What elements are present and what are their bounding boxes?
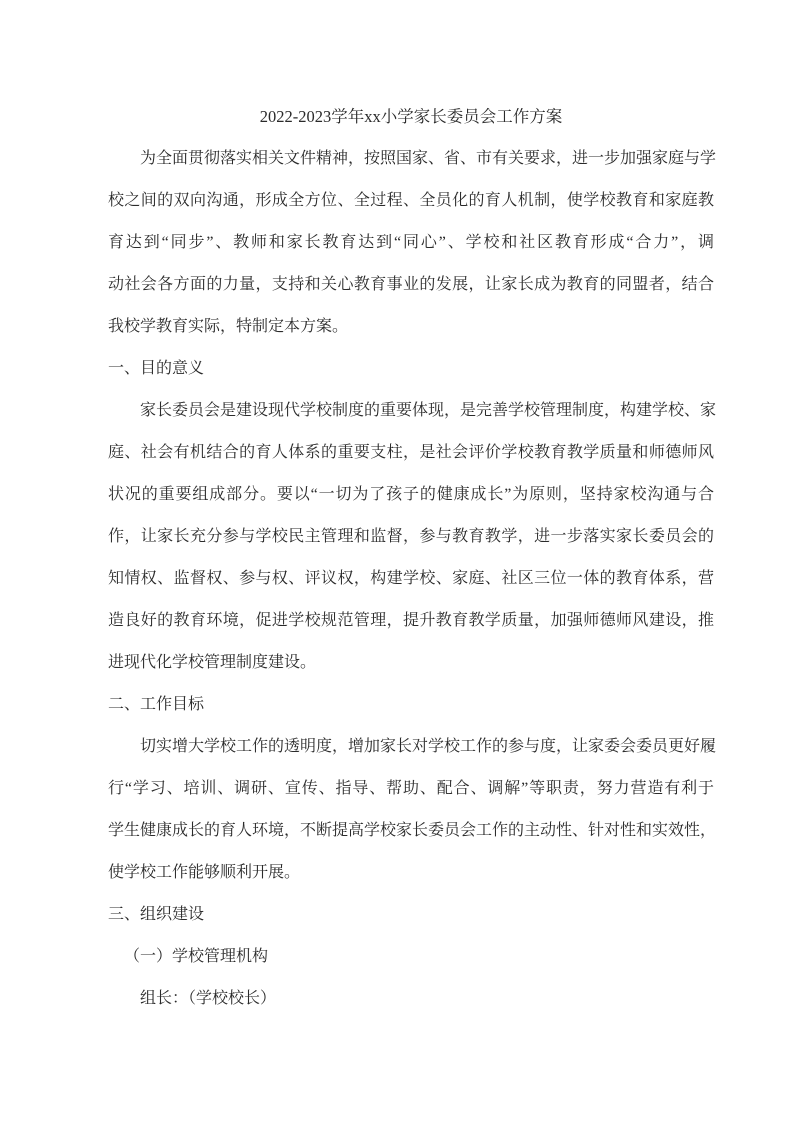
text-line: 造良好的教育环境，促进学校规范管理，提升教育教学质量，加强师德师风建设，推: [108, 612, 714, 629]
text-line: 动社会各方面的力量，支持和关心教育事业的发展，让家长成为教育的同盟者，结合: [108, 276, 714, 293]
text-line: 知情权、监督权、参与权、评议权，构建学校、家庭、社区三位一体的教育体系，营: [108, 570, 714, 587]
section-heading: 三、组织建设: [108, 906, 205, 923]
document-page: [108, 96, 717, 1020]
text-line: 家长委员会是建设现代学校制度的重要体现，是完善学校管理制度，构建学校、家: [140, 402, 717, 419]
text-line: 校之间的双向沟通，形成全方位、全过程、全员化的育人机制，使学校教育和家庭教: [108, 192, 714, 209]
text-line: 使学校工作能够顺利开展。: [108, 864, 301, 881]
leader-line: 组长：（学校校长）: [140, 990, 277, 1007]
section-heading: 一、目的意义: [108, 360, 205, 377]
text-line: 行“学习、培训、调研、宣传、指导、帮助、配合、调解”等职责，努力营造有利于: [108, 780, 714, 797]
text-line: 切实增大学校工作的透明度，增加家长对学校工作的参与度，让家委会委员更好履: [140, 738, 717, 755]
section2-paragraph: [108, 726, 717, 894]
document-title: 2022-2023学年xx小学家长委员会工作方案: [259, 107, 563, 126]
section1-paragraph: [108, 390, 717, 684]
text-line: 进现代化学校管理制度建设。: [108, 654, 317, 671]
text-line: 我校学教育实际，特制定本方案。: [108, 318, 349, 335]
text-line: 庭、社会有机结合的育人体系的重要支柱，是社会评价学校教育教学质量和师德师风: [108, 444, 714, 461]
text-line: 状况的重要组成部分。要以“一切为了孩子的健康成长”为原则，坚持家校沟通与合: [108, 486, 714, 503]
section-heading: 二、工作目标: [108, 696, 205, 713]
text-line: 学生健康成长的育人环境，不断提高学校家长委员会工作的主动性、针对性和实效性，: [108, 822, 717, 839]
text-line: 为全面贯彻落实相关文件精神，按照国家、省、市有关要求，进一步加强家庭与学: [140, 150, 717, 167]
intro-paragraph: [108, 138, 717, 348]
subsection-heading: （一）学校管理机构: [124, 948, 269, 965]
text-line: 作，让家长充分参与学校民主管理和监督，参与教育教学，进一步落实家长委员会的: [108, 528, 714, 545]
text-line: 育达到“同步”、教师和家长教育达到“同心”、学校和社区教育形成“合力”，调: [108, 234, 714, 251]
